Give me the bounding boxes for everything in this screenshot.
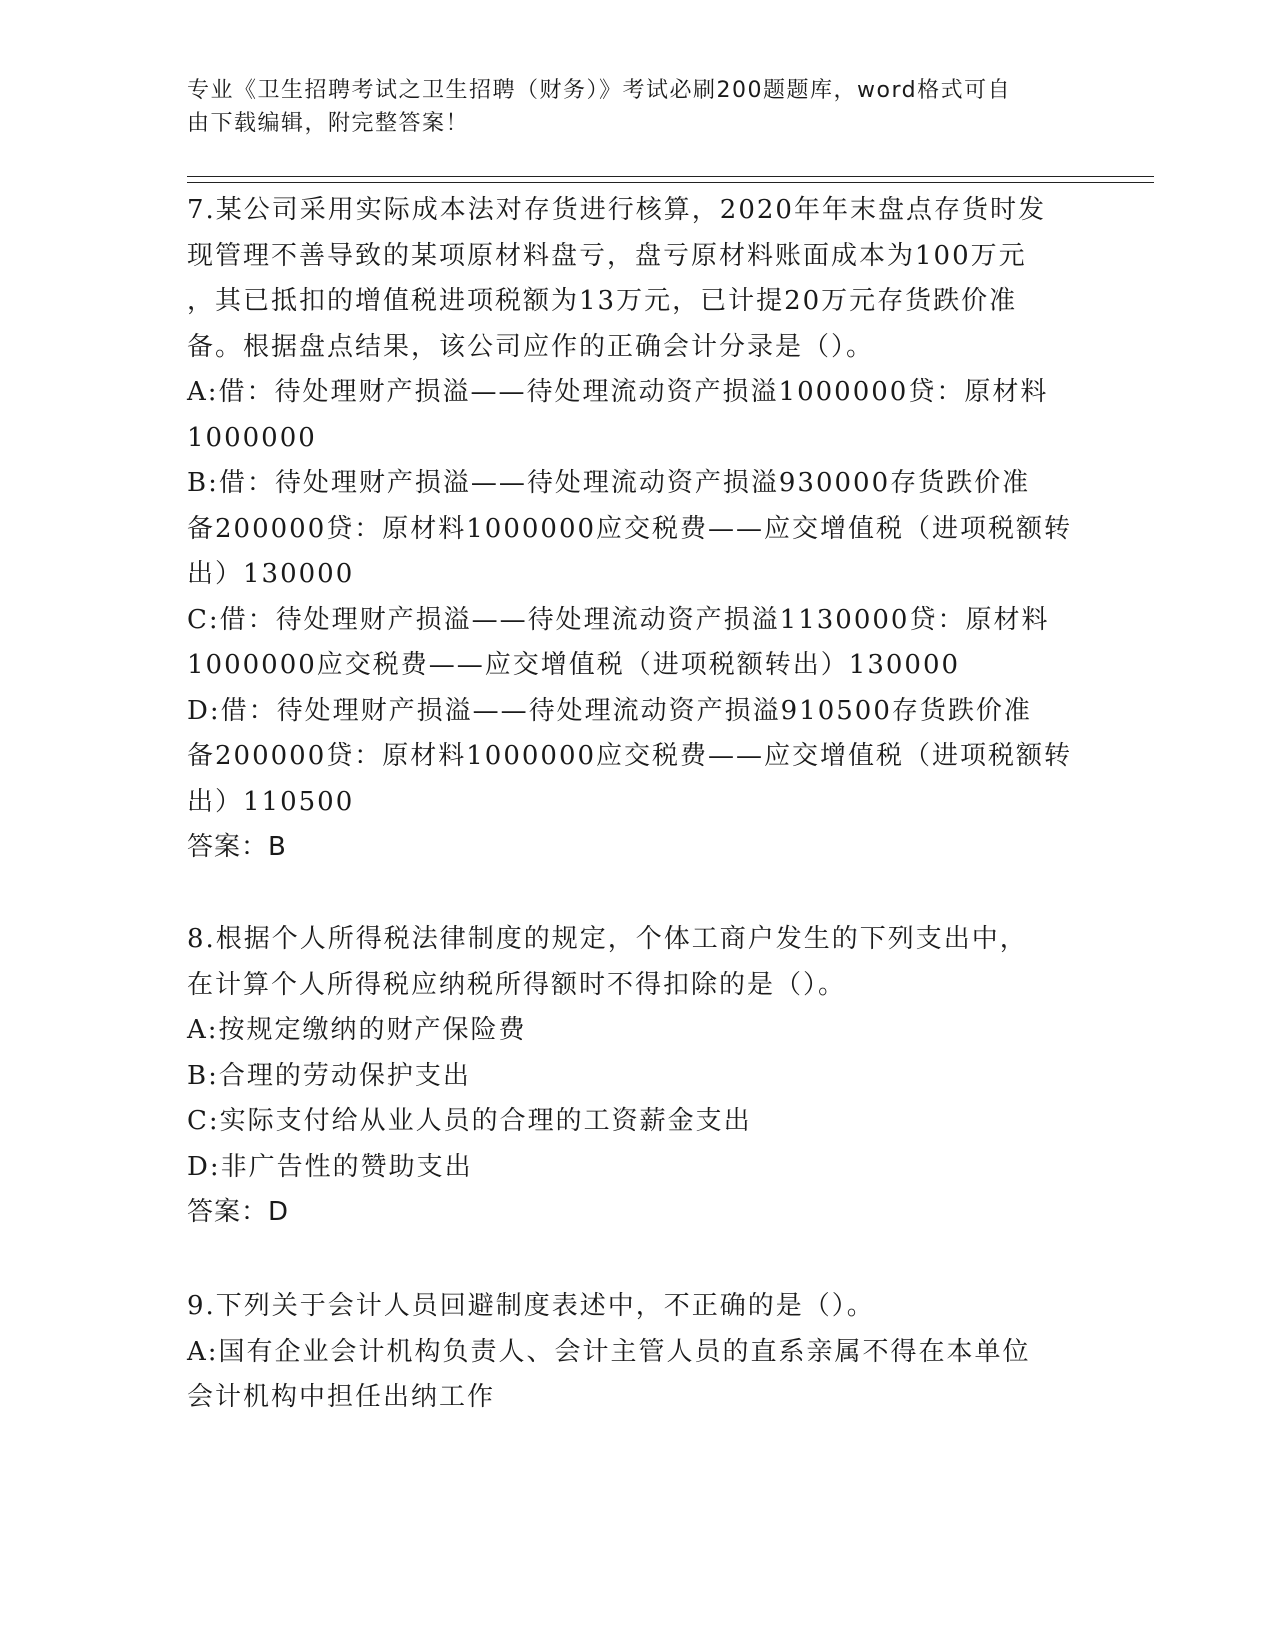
option-b: 备200000贷：原材料1000000应交税费——应交增值税（进项税额转 [187,513,1073,544]
question-text: 在计算个人所得税应纳税所得额时不得扣除的是（）。 [187,969,847,1000]
option-a: 会计机构中担任出纳工作 [187,1382,496,1412]
option-d: D:借：待处理财产损溢——待处理流动资产损溢910500存货跌价准 [187,695,1032,726]
option-c: C:实际支付给从业人员的合理的工资薪金支出 [187,1106,752,1136]
option-c: 1000000应交税费——应交增值税（进项税额转出）130000 [187,650,961,680]
option-b: B:合理的劳动保护支出 [187,1060,471,1091]
option-b: B:借：待处理财产损溢——待处理流动资产损溢930000存货跌价准 [187,468,1031,498]
question-8 [187,917,1082,1236]
question-text: 9.下列关于会计人员回避制度表述中，不正确的是（）。 [187,1291,875,1321]
header-divider [187,182,1154,183]
option-a: 1000000 [187,422,317,453]
document-header [187,74,1067,140]
question-text: 7.某公司采用实际成本法对存货进行核算，2020年年末盘点存货时发 [187,195,1046,225]
option-b: 出）130000 [187,559,355,589]
question-text: 8.根据个人所得税法律制度的规定，个体工商户发生的下列支出中， [187,924,1028,954]
question-7 [187,188,1082,871]
answer-label: 答案：B [187,832,287,862]
option-a: A:按规定缴纳的财产保险费 [187,1015,527,1045]
answer-label: 答案：D [187,1197,290,1227]
header-line: 由下载编辑，附完整答案！ [187,111,470,136]
question-text: 备。根据盘点结果，该公司应作的正确会计分录是（）。 [187,331,875,362]
option-d: 备200000贷：原材料1000000应交税费——应交增值税（进项税额转 [187,741,1073,771]
option-c: C:借：待处理财产损溢——待处理流动资产损溢1130000贷：原材料 [187,604,1050,635]
question-text: ，其已抵扣的增值税进项税额为13万元，已计提20万元存货跌价准 [187,286,1018,316]
header-line: 专业《卫生招聘考试之卫生招聘（财务）》考试必刷200题题库，word格式可自 [187,78,1012,103]
option-d: 出）110500 [187,786,355,817]
header-divider [187,176,1154,177]
question-9 [187,1284,1082,1421]
question-text: 现管理不善导致的某项原材料盘亏，盘亏原材料账面成本为100万元 [187,240,1027,271]
option-a: A:国有企业会计机构负责人、会计主管人员的直系亲属不得在本单位 [187,1336,1031,1367]
option-a: A:借：待处理财产损溢——待处理流动资产损溢1000000贷：原材料 [187,377,1049,407]
option-d: D:非广告性的赞助支出 [187,1151,473,1182]
